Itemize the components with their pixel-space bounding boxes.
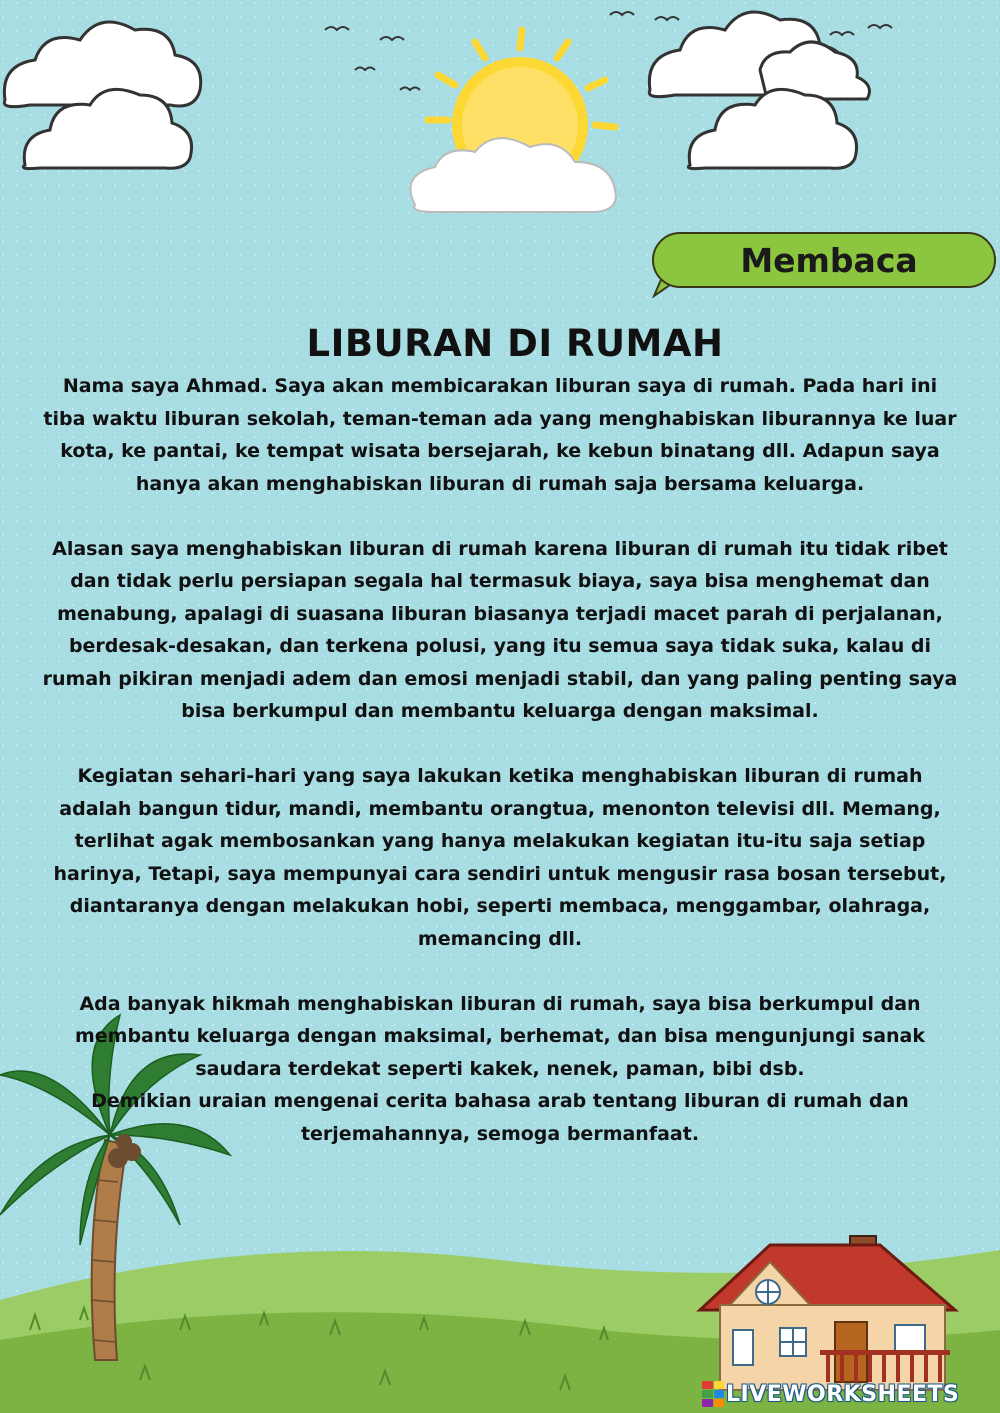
paragraph-2: Alasan saya menghabiskan liburan di rumah karena liburan di rumah itu tidak ribet dan tidak perlu persiapan segala hal termasuk biaya, saya bisa menghemat dan menabung, apalagi di suasana liburan biasanya terjadi macet parah di perjalanan, berdesak-desakan, dan terkena polusi, yang itu semua saya tidak suka, kalau di rumah pikiran menjadi adem dan emosi menjadi stabil, dan yang paling penting saya bisa berkumpul dan membantu keluarga dengan maksimal. xyxy=(42,537,958,722)
liveworksheets-watermark xyxy=(702,1381,959,1407)
membaca-badge xyxy=(652,232,996,288)
page-title: LIBURAN DI RUMAH xyxy=(306,322,724,365)
paragraph-5: Demikian uraian mengenai cerita bahasa arab tentang liburan di rumah dan terjemahannya, semoga bermanfaat. xyxy=(91,1090,909,1145)
paragraph-4: Ada banyak hikmah menghabiskan liburan di rumah, saya bisa berkumpul dan membantu keluarga dengan maksimal, berhemat, dan bisa mengunjungi sanak saudara terdekat seperti kakek, nenek, paman, bibi dsb. xyxy=(74,992,926,1080)
story-text xyxy=(40,370,960,1150)
badge-label: Membaca xyxy=(740,240,918,280)
watermark-text: LIVEWORKSHEETS xyxy=(726,1381,960,1407)
liveworksheets-logo-icon xyxy=(702,1381,724,1407)
paragraph-3: Kegiatan sehari-hari yang saya lakukan ketika menghabiskan liburan di rumah adalah bangun tidur, mandi, membantu orangtua, menonton televisi dll. Memang, terlihat agak membosankan yang hanya melakukan kegiatan itu-itu saja setiap harinya, Tetapi, saya mempunyai cara sendiri untuk mengusir rasa bosan tersebut, diantaranya dengan melakukan hobi, seperti membaca, menggambar, olahraga, memancing dll. xyxy=(53,765,947,950)
paragraph-1: Nama saya Ahmad. Saya akan membicarakan liburan saya di rumah. Pada hari ini tiba waktu liburan sekolah, teman-teman ada yang menghabiskan liburannya ke luar kota, ke pantai, ke tempat wisata bersejarah, ke kebun binatang dll. Adapun saya hanya akan menghabiskan liburan di rumah saja bersama keluarga. xyxy=(43,375,957,495)
